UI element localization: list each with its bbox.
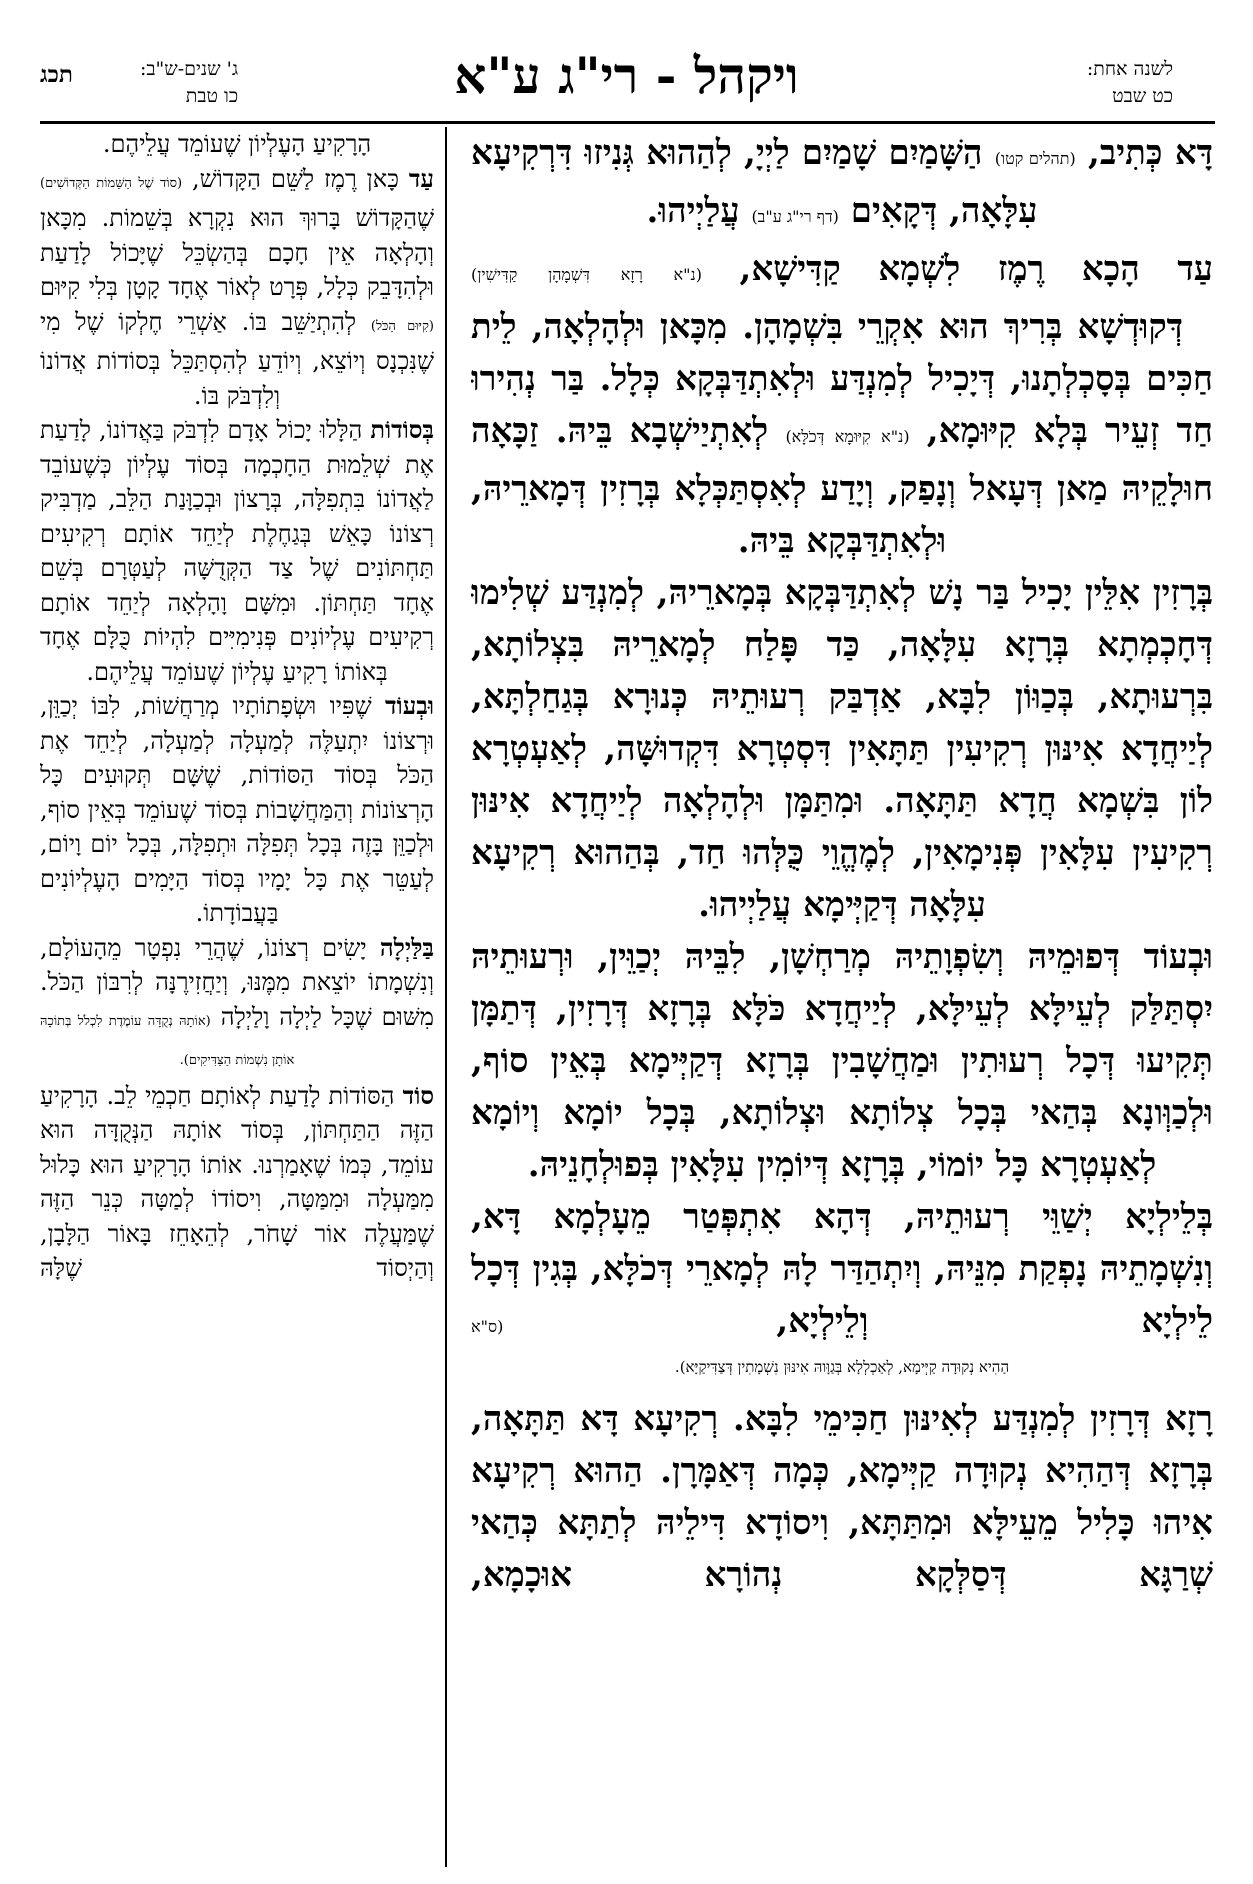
commentary-paragraph-5 [40,931,434,1079]
lead-word: סוֹד [402,1080,434,1110]
schedule-three-years-date: כו טבת [185,85,239,107]
commentary-note: (אוֹתָהּ נְקֻדָּה עוֹמֶדֶת לִכְלֹל בְּתוֹכָהּ אוֹתָן נִשְׁמוֹת הַצַּדִּיקִים). [40,1013,295,1068]
commentary-paragraph-3 [40,413,434,689]
text-run: הָרָקִיעַ הָעֶלְיוֹן שֶׁעוֹמֵד עֲלֵיהֶם. [102,130,372,158]
lead-word: בַּלַּיְלָה [379,932,434,962]
header-rule [40,121,1215,124]
main-paragraph-3 [471,301,1213,567]
main-paragraph-7 [471,1393,1213,1601]
text-run: כָּאן רֶמֶז לַשֵּׁם הַקָּדוֹשׁ, [182,164,409,193]
text-run: דָּא כְּתִיב, [1075,133,1213,173]
page-number: תכג [40,61,73,88]
text-run: בְּרָזִין אִלֵּין יָכִיל בַּר נָשׁ לְאִתְדַּבְּקָא בְּמָארֵיהּ, לְמִנְדַּע שְׁלִימוּ דְּחָכְמְתָא בְּרָזָא עִלָּאָה, כַּד פָּלַח לְמָארֵיהּ בִּצְלוֹתָא, בִּרְעוּתָא, בְּכַוּוֹן לִבָּא, אַדְבַּק רְעוּתֵיהּ כְּנוּרָא בְּגַחַלְתָּא, לְיַיחֲדָא אִינּוּן רְקִיעִין תַּתָּאִין דִּסְטְרָא דִּקְדוּשָּׁה, לְאַעְטְרָא לוֹן בִּשְׁמָא חֲדָא תַּתָּאָה. וּמִתַּמָּן וּלְהָלְאָה לְיַיחֲדָא אִינּוּן רְקִיעִין עִלָּאִין פְּנִימָאִין, לְמֶהֱוֵי כֻּלְּהוּ חַד, בְּהַהוּא רְקִיעָא עִלָּאָה דְּקַיְּימָא עֲלַיְיהוּ. [471,573,1213,925]
main-paragraph-2 [471,243,1213,301]
verse-reference: (תהלים קטו) [994,149,1076,168]
column-divider [445,127,447,1867]
main-paragraph-1 [471,127,1213,243]
text-run: שֶׁפִּיו וּשְׂפָתוֹתָיו מְרַחֲשׁוֹת, לִבּוֹ יְכַוֵּן, וּרְצוֹנוֹ יִתְעַלֶּה לְמַעְלָה לְמַעְלָה, לְיַחֵד אֶת הַכֹּל בְּסוֹד הַסּוֹדוֹת, שֶׁשָּׁם תְּקוּעִים כָּל הָרְצוֹנוֹת וְהַמַּחֲשָׁבוֹת בְּסוֹד שֶׁעוֹמֵד בְּאֵין סוֹף, וּלְכַוֵּן בָּזֶה בְּכָל תְּפִלָּה וּתְפִלָּה, בְּכָל יוֹם וָיוֹם, לְעַטֵּר אֶת כָּל יָמָיו בְּסוֹד הַיָּמִים הָעֶלְיוֹנִים בַּעֲבוֹדָתוֹ. [40,692,434,927]
schedule-one-year-date: כט שבט [1112,85,1173,107]
commentary-note: (סוֹד שֶׁל הַשֵּׁמוֹת הַקְּדוֹשִׁים) [40,175,183,191]
text-run: עַד הָכָא רֶמֶז לִשְׁמָא קַדִּישָׁא, [701,249,1213,289]
main-paragraph-6 [471,1191,1213,1353]
commentary-paragraph-2 [40,162,434,414]
commentary-paragraph-1 [40,127,434,162]
text-run: דְּקוּדְשָׁא בְּרִיךְ הוּא אִקְרֵי בִּשְׁמָהָן. מִכָּאן וּלְהָלְאָה, לֵית חַכִּים בְּסָכְלְתָנוּ, דְּיָכִיל לְמִנְדַּע וּלְאִתְדַּבְּקָא כְּלָל. בַּר נְהִירוּ חַד זְעֵיר בְּלָא קִיּוּמָא, [471,307,1213,451]
text-run: בְּלֵילְיָא יְשַׁוֵּי רְעוּתֵיהּ, דְּהָא אִתְפְּטַר מֵעָלְמָא דָּא, וְנִשְׁמָתֵיהּ נָפְקַת מִנֵּיהּ, וְיִתְהַדַּר לָהּ לְמָארֵי דְּכֹלָּא, בְּגִין דְּכָל לֵילְיָא וְלֵילְיָא, [471,1197,1213,1341]
text-run: עֲלַיְיהוּ. [646,191,752,231]
main-paragraph-5 [471,931,1213,1191]
main-text-column [471,127,1213,1867]
lead-word: וּבְעוֹד [385,691,434,720]
text-run: וּבְעוֹד דְּפוּמֵיהּ וְשִׂפְוָתֵיהּ מְרַחְשָׁן, לִבֵּיהּ יְכַוֵּין, וּרְעוּתֵיהּ יִסְתַּלַּק לְעֵילָּא לְעֵילָּא, לְיַיחֲדָא כֹּלָּא בְּרָזָא דְּרָזִין, דְּתַמָּן תְּקִיעוּ דְּכָל רְעוּתִין וּמַחֲשָׁבִין בְּרָזָא דְּקַיְּימָא בְּאֵין סוֹף, וּלְכַוְּונָא בְּהַאי בְּכָל צְלוֹתָא וּצְלוֹתָא, בְּכָל יוֹמָא וְיוֹמָא לְאַעְטְרָא כָּל יוֹמוֹי, בְּרָזָא דְּיוֹמִין עִלָּאִין בְּפוּלְחָנֵיהּ. [471,937,1213,1185]
schedule-one-year-label: לשנה אחת: [1086,58,1173,80]
lead-word: בְּסוֹדוֹת [370,415,434,444]
text-run: שֶׁהַקָּדוֹשׁ בָּרוּךְ הוּא נִקְרָא בְּשֵׁמוֹת. מִכָּאן וְהָלְאָה אֵין חָכָם בְּהַשְׂכֵּל שֶׁיָּכוֹל לָדַעַת וּלְהִדָּבֵק כְּלָל, פְּרָט לְאוֹר אֶחָד קָטָן בְּלִי קִיּוּם [40,204,434,301]
commentary-note: (קִיּוּם הַכֹּל) [370,318,434,334]
main-paragraph-4 [471,567,1213,931]
text-run: הַלָּלוּ יָכוֹל אָדָם לִדְבֹּק בַּאֲדוֹנוֹ, לָדַעַת אֶת שְׁלֵמוּת הַחָכְמָה בְּסוֹד עֶלְיוֹן כְּשֶׁעוֹבֵד לַאֲדוֹנוֹ בִּתְפִלָּה, בְּרָצוֹן וּבְכַוָּנַת הַלֵּב, מַדְבִּיק רְצוֹנוֹ כָּאֵשׁ בְּגַחֶלֶת לְיַחֵד אוֹתָם רְקִיעִים תַּחְתּוֹנִים שֶׁל צַד הַקְּדֻשָּׁה לְעַטְּרָם בְּשֵׁם אֶחָד תַּחְתּוֹן. וּמִשָּׁם וָהָלְאָה לְיַחֵד אוֹתָם רְקִיעִים עֶלְיוֹנִים פְּנִימִיִּים לִהְיוֹת כֻּלָּם אֶחָד בְּאוֹתוֹ רָקִיעַ עֶלְיוֹן שֶׁעוֹמֵד עֲלֵיהֶם. [40,416,434,686]
commentary-paragraph-6 [40,1079,434,1286]
variant-reference: (נ"א קִיּוּמָא דְּכֹלָּא) [785,427,910,446]
lead-word: עַד [408,163,434,193]
header-left-schedule [140,56,238,110]
folio-reference: (דף רי"ג ע"ב) [751,207,839,226]
text-run: רָזָא דְּרָזִין לְמִנְדַּע לְאִינּוּן חַכִּימֵי לִבָּא. רְקִיעָא דָּא תַּתָּאָה, בְּרָזָא דְּהַהִיא נְקוּדָה קַיְּימָא, כְּמָה דְּאַמָּרָן. הַהוּא רְקִיעָא אִיהוּ כָּלִיל מֵעֵילָּא וּמִתַּתָּא, וִיסוֹדָא דִּילֵיהּ לְתַתָּא כְּהַאי שְׁרַגָּא דְּסַלְּקָא נְהוֹרָא אוּכָמָא, [471,1399,1213,1595]
text-run: הַסּוֹדוֹת לָדַעַת לְאוֹתָם חַכְמֵי לֵב. הָרָקִיעַ הַזֶּה הַתַּחְתּוֹן, בְּסוֹד אוֹתָהּ הַנְּקֻדָּה הוּא עוֹמֵד, כְּמוֹ שֶׁאָמַרְנוּ. אוֹתוֹ הָרָקִיעַ הוּא כָּלוּל מִמַּעְלָה וּמִמַּטָּה, וִיסוֹדוֹ לְמַטָּה כְּנֵר הַזֶּה שֶׁמַּעֲלֶה אוֹר שָׁחֹר, לְהֵאָחֵז בָּאוֹר הַלָּבָן, וְהַיְסוֹד שֶׁלָּהּ [40,1081,434,1282]
variant-note: הַהִיא נְקוּדָה קַיְּימָא, לְאַכְלְלָא בְּגַוָּוהּ אִינּוּן נִשְׁמָתִין דְּצַדִּיקַיָּא). [674,1358,1010,1376]
commentary-column [40,127,434,1867]
page-title: ויקהל - רי"ג ע"א [454,46,799,105]
text-run: הַשָּׁמַיִם שָׁמַיִם לַיְיָ, לְהַהוּא גְּנִיזוּ דִּרְקִיעָא עִלָּאָה, דְּקָאִים [471,133,1038,231]
variant-reference: (ס"א [471,1317,504,1336]
text-run: יָשִׂים רְצוֹנוֹ, שֶׁהֲרֵי נִפְטָר מֵהָעוֹלָם, וְנִשְׁמָתוֹ יוֹצֵאת מִמֶּנּוּ, וְיַחֲזִירֶנָּה לְרִבּוֹן הַכֹּל. מִשּׁוּם שֶׁכָּל לַיְלָה וָלַיְלָה [40,933,434,1031]
commentary-paragraph-4 [40,689,434,931]
schedule-three-years-label: ג' שנים-ש"ב: [140,58,239,80]
text-run: לְהִתְיַשֵּׁב בּוֹ. אַשְׁרֵי חֶלְקוֹ שֶׁל מִי שֶׁנִּכְנָס וְיוֹצֵא, וְיוֹדֵעַ לְהִסְתַּכֵּל בְּסוֹדוֹת אֲדוֹנוֹ וְלִדְבֹּק בּוֹ. [40,307,434,410]
variant-reference: (נ"א רָזָא דִּשְׁמָהָן קַדִּישִׁין) [471,265,702,284]
text-run: לְאִתְיַישְׁבָא בֵּיהּ. זַכָּאָה חוּלָקֵיהּ מַאן דְּעָאל וְנָפַק, וְיָדַע לְאִסְתַּכְּלָא בְּרָזִין דְּמָארֵיהּ, וּלְאִתְדַּבְּקָא בֵּיהּ. [471,411,1213,561]
